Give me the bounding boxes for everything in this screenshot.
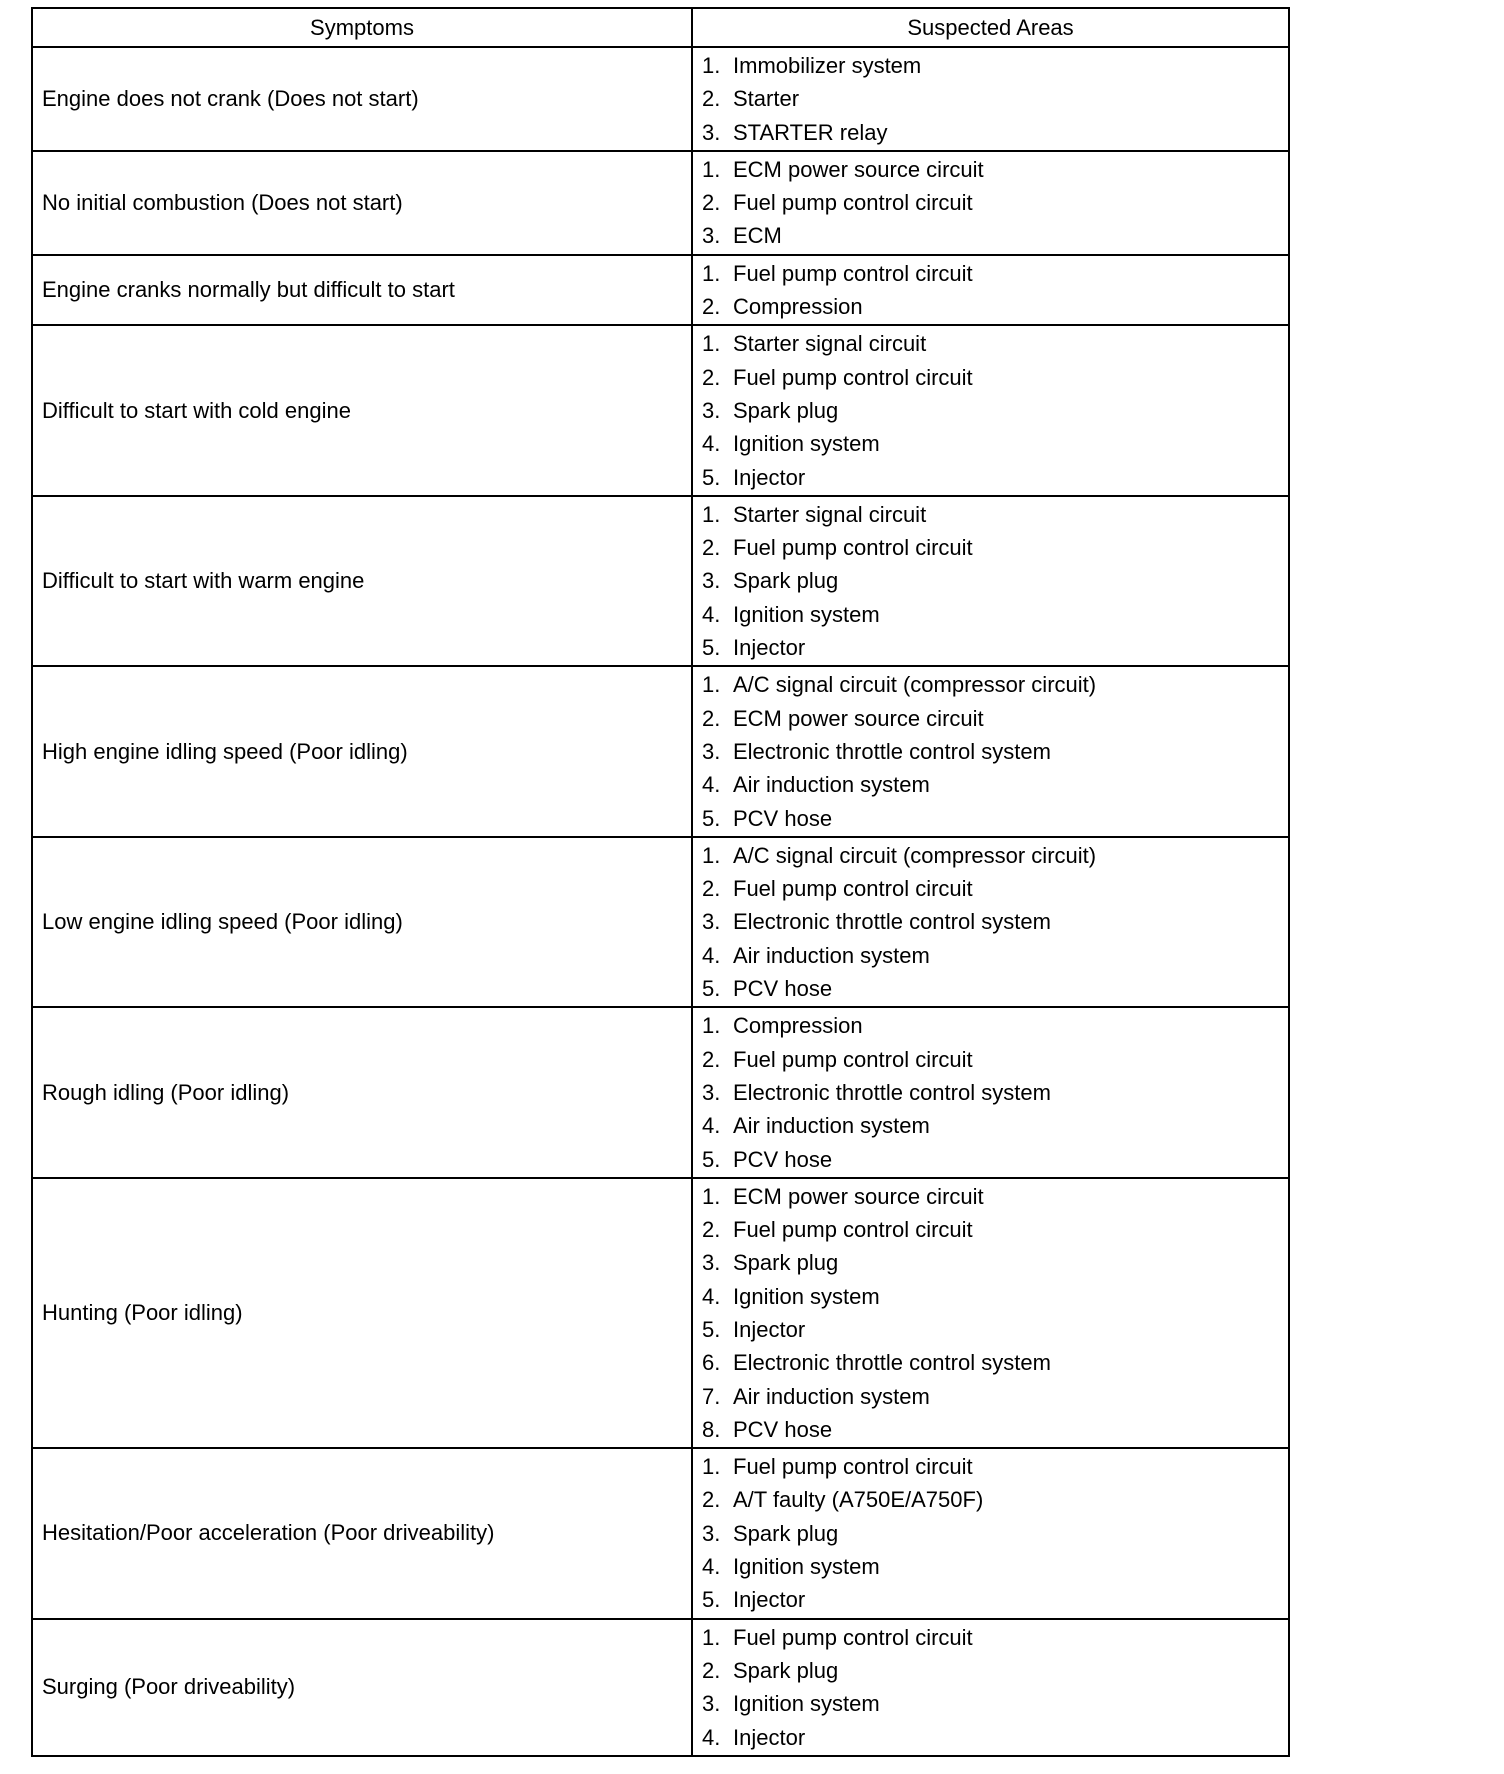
suspected-areas-list <box>702 668 1288 834</box>
suspected-area-text: Fuel pump control circuit <box>733 1454 973 1480</box>
suspected-area-item <box>702 257 1288 290</box>
suspected-areas-cell <box>692 151 1289 255</box>
suspected-area-text: Spark plug <box>733 397 839 423</box>
suspected-area-item <box>702 153 1288 186</box>
suspected-areas-list <box>702 498 1288 664</box>
table-row <box>32 1007 1289 1177</box>
item-number: 5. <box>702 805 721 831</box>
suspected-area-text: Immobilizer system <box>733 53 922 78</box>
suspected-area-text: Fuel pump control circuit <box>733 260 973 286</box>
suspected-areas-list <box>702 1621 1288 1754</box>
item-number: 3. <box>702 909 721 935</box>
suspected-areas-list <box>702 839 1288 1005</box>
suspected-areas-cell <box>692 325 1289 495</box>
item-number: 4. <box>702 1724 721 1750</box>
suspected-areas-column-header: Suspected Areas <box>692 8 1289 47</box>
suspected-area-item <box>702 1483 1288 1516</box>
suspected-area-item <box>702 1517 1288 1550</box>
table-row <box>32 1178 1289 1448</box>
symptom-cell: Difficult to start with warm engine <box>32 496 692 666</box>
item-number: 2. <box>702 294 721 320</box>
suspected-area-text: Ignition system <box>733 1691 880 1717</box>
suspected-area-item <box>702 498 1288 531</box>
suspected-area-text: Fuel pump control circuit <box>733 876 973 902</box>
item-number: 5. <box>702 1146 721 1172</box>
symptom-cell: Surging (Poor driveability) <box>32 1619 692 1756</box>
item-number: 5. <box>702 464 721 490</box>
suspected-area-text: A/T faulty (A750E/A750F) <box>733 1487 984 1513</box>
suspected-area-item <box>702 290 1288 323</box>
item-number: 1. <box>702 260 721 286</box>
suspected-area-item <box>702 1009 1288 1042</box>
suspected-area-item <box>702 394 1288 427</box>
suspected-area-item <box>702 1346 1288 1379</box>
suspected-area-text: Fuel pump control circuit <box>733 535 973 561</box>
suspected-area-text: Starter signal circuit <box>733 501 927 527</box>
symptom-cell: High engine idling speed (Poor idling) <box>32 666 692 836</box>
suspected-area-text: Injector <box>733 1587 806 1613</box>
suspected-areas-list <box>702 1180 1288 1446</box>
symptom-table <box>31 7 1290 1757</box>
suspected-area-text: PCV hose <box>733 1146 833 1172</box>
suspected-areas-cell <box>692 1178 1289 1448</box>
item-number: 4. <box>702 1283 721 1309</box>
item-number: 4. <box>702 1554 721 1580</box>
suspected-area-item <box>702 1213 1288 1246</box>
item-number: 1. <box>702 156 721 182</box>
suspected-area-item <box>702 1583 1288 1616</box>
suspected-area-text: Air induction system <box>733 942 930 968</box>
suspected-area-text: Injector <box>733 464 806 490</box>
table-row <box>32 496 1289 666</box>
suspected-area-text: STARTER relay <box>733 119 888 145</box>
symptom-cell: Rough idling (Poor idling) <box>32 1007 692 1177</box>
suspected-area-item <box>702 361 1288 394</box>
item-number: 8. <box>702 1416 721 1442</box>
item-number: 2. <box>702 535 721 561</box>
symptom-cell: Engine cranks normally but difficult to start <box>32 255 692 326</box>
suspected-areas-list <box>702 153 1288 253</box>
suspected-areas-cell <box>692 1448 1289 1618</box>
suspected-areas-list <box>702 49 1288 149</box>
symptom-cell: Hesitation/Poor acceleration (Poor driveability) <box>32 1448 692 1618</box>
suspected-area-text: Electronic throttle control system <box>733 909 1051 935</box>
suspected-area-item <box>702 735 1288 768</box>
suspected-area-item <box>702 1721 1288 1754</box>
table-row <box>32 1619 1289 1756</box>
suspected-areas-cell <box>692 1007 1289 1177</box>
suspected-area-item <box>702 1076 1288 1109</box>
suspected-area-item <box>702 668 1288 701</box>
item-number: 5. <box>702 1587 721 1613</box>
item-number: 1. <box>702 1624 721 1650</box>
suspected-area-item <box>702 702 1288 735</box>
suspected-area-item <box>702 1450 1288 1483</box>
suspected-area-text: Compression <box>733 294 863 320</box>
symptom-cell: Difficult to start with cold engine <box>32 325 692 495</box>
suspected-area-item <box>702 461 1288 494</box>
suspected-areas-cell <box>692 666 1289 836</box>
suspected-area-text: Spark plug <box>733 1657 839 1683</box>
suspected-area-item <box>702 1109 1288 1142</box>
suspected-areas-cell <box>692 496 1289 666</box>
table-row <box>32 151 1289 255</box>
item-number: 3. <box>702 397 721 423</box>
suspected-area-text: A/C signal circuit (compressor circuit) <box>733 672 1097 698</box>
suspected-area-item <box>702 768 1288 801</box>
suspected-areas-cell <box>692 837 1289 1007</box>
table-row <box>32 47 1289 151</box>
suspected-area-text: Air induction system <box>733 772 930 798</box>
suspected-area-text: Starter <box>733 86 800 112</box>
suspected-area-item <box>702 1180 1288 1213</box>
suspected-area-text: Ignition system <box>733 1283 880 1309</box>
suspected-area-item <box>702 1687 1288 1720</box>
suspected-area-item <box>702 631 1288 664</box>
suspected-area-item <box>702 839 1288 872</box>
suspected-area-text: Fuel pump control circuit <box>733 364 973 390</box>
item-number: 3. <box>702 568 721 594</box>
item-number: 1. <box>702 331 721 357</box>
suspected-area-text: Injector <box>733 1316 806 1342</box>
suspected-area-text: PCV hose <box>733 805 833 831</box>
suspected-area-item <box>702 905 1288 938</box>
symptom-cell: Engine does not crank (Does not start) <box>32 47 692 151</box>
item-number: 6. <box>702 1350 721 1376</box>
suspected-area-text: ECM <box>733 223 782 249</box>
suspected-area-text: Ignition system <box>733 431 880 457</box>
table-row <box>32 1448 1289 1618</box>
suspected-area-text: Fuel pump control circuit <box>733 1624 973 1650</box>
item-number: 3. <box>702 1691 721 1717</box>
suspected-area-item <box>702 327 1288 360</box>
suspected-area-item <box>702 49 1288 82</box>
suspected-area-text: Injector <box>733 635 806 661</box>
item-number: 3. <box>702 738 721 764</box>
suspected-areas-cell <box>692 1619 1289 1756</box>
item-number: 3. <box>702 1250 721 1276</box>
item-number: 4. <box>702 942 721 968</box>
suspected-area-item <box>702 427 1288 460</box>
item-number: 3. <box>702 119 721 145</box>
suspected-area-item <box>702 802 1288 835</box>
suspected-area-text: PCV hose <box>733 1416 833 1442</box>
suspected-area-text: Ignition system <box>733 601 880 627</box>
suspected-area-item <box>702 564 1288 597</box>
item-number: 5. <box>702 635 721 661</box>
suspected-areas-list <box>702 327 1288 493</box>
suspected-areas-cell <box>692 255 1289 326</box>
item-number: 2. <box>702 1046 721 1072</box>
table-row <box>32 666 1289 836</box>
symptom-cell: Low engine idling speed (Poor idling) <box>32 837 692 1007</box>
suspected-area-item <box>702 219 1288 252</box>
suspected-area-text: Air induction system <box>733 1383 930 1409</box>
suspected-area-item <box>702 116 1288 149</box>
suspected-area-text: Fuel pump control circuit <box>733 1217 973 1243</box>
suspected-area-item <box>702 872 1288 905</box>
item-number: 2. <box>702 86 721 112</box>
suspected-area-text: Electronic throttle control system <box>733 738 1051 764</box>
suspected-area-text: ECM power source circuit <box>733 1183 984 1209</box>
suspected-area-item <box>702 1380 1288 1413</box>
suspected-area-text: Injector <box>733 1724 806 1750</box>
suspected-area-item <box>702 82 1288 115</box>
suspected-area-text: Starter signal circuit <box>733 331 927 357</box>
suspected-area-text: ECM power source circuit <box>733 705 984 731</box>
suspected-area-item <box>702 939 1288 972</box>
suspected-area-text: ECM power source circuit <box>733 156 984 182</box>
item-number: 2. <box>702 705 721 731</box>
suspected-area-item <box>702 972 1288 1005</box>
suspected-area-text: Compression <box>733 1013 863 1039</box>
suspected-area-item <box>702 1313 1288 1346</box>
item-number: 2. <box>702 190 721 216</box>
suspected-area-text: Ignition system <box>733 1554 880 1580</box>
item-number: 4. <box>702 431 721 457</box>
suspected-area-text: PCV hose <box>733 976 833 1002</box>
item-number: 2. <box>702 1217 721 1243</box>
suspected-areas-list <box>702 1009 1288 1175</box>
item-number: 2. <box>702 876 721 902</box>
item-number: 1. <box>702 1454 721 1480</box>
suspected-area-item <box>702 598 1288 631</box>
suspected-area-text: Fuel pump control circuit <box>733 1046 973 1072</box>
suspected-area-item <box>702 186 1288 219</box>
item-number: 2. <box>702 364 721 390</box>
item-number: 2. <box>702 1487 721 1513</box>
suspected-area-text: Electronic throttle control system <box>733 1079 1051 1105</box>
suspected-area-item <box>702 1280 1288 1313</box>
suspected-areas-cell <box>692 47 1289 151</box>
table-row <box>32 325 1289 495</box>
item-number: 3. <box>702 1520 721 1546</box>
suspected-area-text: Spark plug <box>733 1520 839 1546</box>
table-body <box>32 47 1289 1756</box>
item-number: 1. <box>702 1013 721 1039</box>
suspected-area-text: Spark plug <box>733 1250 839 1276</box>
symptom-table-container <box>31 7 1290 1757</box>
item-number: 1. <box>702 842 721 868</box>
suspected-areas-list <box>702 1450 1288 1616</box>
item-number: 4. <box>702 1113 721 1139</box>
item-number: 3. <box>702 223 721 249</box>
item-number: 4. <box>702 601 721 627</box>
symptom-cell: No initial combustion (Does not start) <box>32 151 692 255</box>
suspected-area-text: Electronic throttle control system <box>733 1350 1051 1376</box>
item-number: 5. <box>702 976 721 1002</box>
item-number: 3. <box>702 1079 721 1105</box>
suspected-area-item <box>702 1143 1288 1176</box>
item-number: 1. <box>702 1183 721 1209</box>
item-number: 1. <box>702 53 721 78</box>
suspected-area-item <box>702 1621 1288 1654</box>
suspected-area-item <box>702 1550 1288 1583</box>
table-row <box>32 837 1289 1007</box>
item-number: 2. <box>702 1657 721 1683</box>
suspected-area-text: Air induction system <box>733 1113 930 1139</box>
suspected-area-item <box>702 1246 1288 1279</box>
item-number: 5. <box>702 1316 721 1342</box>
suspected-area-item <box>702 531 1288 564</box>
suspected-area-item <box>702 1043 1288 1076</box>
symptom-cell: Hunting (Poor idling) <box>32 1178 692 1448</box>
table-header-row <box>32 8 1289 47</box>
suspected-area-item <box>702 1413 1288 1446</box>
item-number: 7. <box>702 1383 721 1409</box>
suspected-area-text: Spark plug <box>733 568 839 594</box>
item-number: 1. <box>702 501 721 527</box>
suspected-area-item <box>702 1654 1288 1687</box>
item-number: 1. <box>702 672 721 698</box>
suspected-areas-list <box>702 257 1288 324</box>
symptoms-column-header: Symptoms <box>32 8 692 47</box>
suspected-area-text: A/C signal circuit (compressor circuit) <box>733 842 1097 868</box>
table-row <box>32 255 1289 326</box>
item-number: 4. <box>702 772 721 798</box>
suspected-area-text: Fuel pump control circuit <box>733 190 973 216</box>
